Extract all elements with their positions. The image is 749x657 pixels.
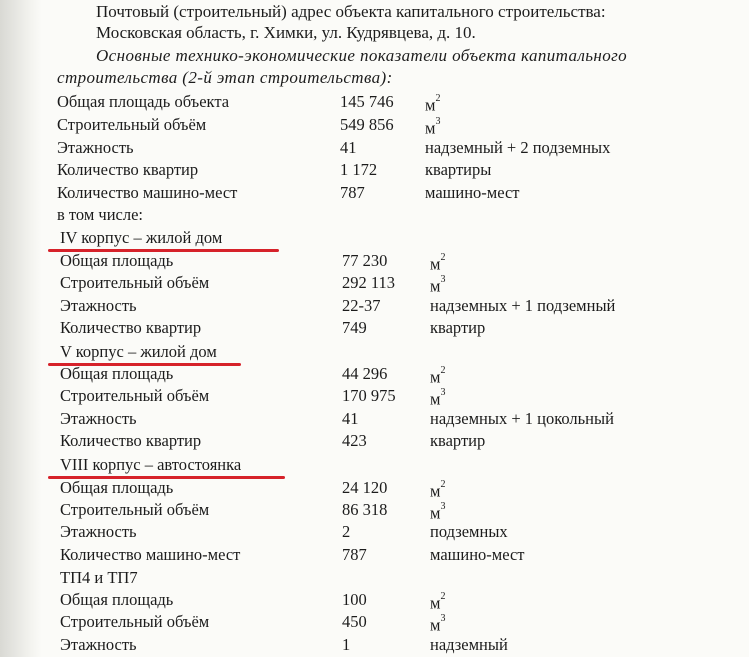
- indicator-label: Строительный объём: [60, 386, 210, 405]
- indicator-label: Строительный объём: [60, 612, 210, 631]
- indicator-unit: [430, 364, 445, 388]
- indicator-label: Общая площадь: [60, 251, 174, 270]
- indicator-unit: [430, 522, 508, 542]
- unit-exponent: 3: [440, 387, 446, 398]
- unit-text: надземных + 1 цокольный: [430, 409, 614, 428]
- unit-text: квартир: [430, 318, 486, 337]
- indicator-unit: [430, 500, 445, 524]
- indicator-unit: [430, 545, 524, 565]
- indicator-unit: [430, 431, 485, 451]
- indicator-unit: [430, 635, 508, 655]
- unit-text: м: [430, 593, 441, 613]
- unit-text: м: [430, 254, 441, 274]
- unit-text: м: [425, 95, 436, 115]
- indicator-value: 1: [342, 635, 351, 654]
- unit-text: надземный: [430, 635, 508, 654]
- indicator-unit: [425, 92, 440, 116]
- indicator-label: Общая площадь: [60, 590, 174, 609]
- indicator-value: 749: [342, 318, 367, 337]
- indicator-label: Этажность: [60, 296, 137, 315]
- block-title: V корпус – жилой дом: [60, 342, 217, 361]
- unit-text: подземных: [430, 522, 508, 541]
- scan-shadow: [0, 0, 42, 657]
- indicator-label: Этажность: [60, 522, 137, 541]
- unit-text: надземный + 2 подземных: [425, 138, 611, 157]
- indicators-heading-line-2: строительства (2-й этап строительства):: [57, 68, 393, 87]
- unit-text: м: [430, 276, 441, 296]
- indicators-heading-line-1: Основные технико-экономические показатели объекта капитального: [96, 46, 628, 65]
- unit-text: м: [430, 367, 441, 387]
- indicator-label: Строительный объём: [60, 500, 210, 519]
- unit-text: м: [430, 481, 441, 501]
- indicator-label: Этажность: [57, 138, 134, 157]
- indicator-unit: [430, 251, 445, 275]
- indicator-unit: [430, 386, 445, 410]
- indicator-label: Строительный объём: [60, 273, 210, 292]
- unit-exponent: 2: [435, 93, 441, 104]
- unit-text: м: [430, 503, 441, 523]
- address-line-1: Почтовый (строительный) адрес объекта капитального строительства:: [96, 2, 606, 21]
- indicator-unit: [430, 273, 445, 297]
- indicator-label: Количество машино-мест: [60, 545, 241, 564]
- indicator-value: 22-37: [342, 296, 381, 315]
- indicator-unit: [430, 409, 614, 429]
- indicator-unit: [430, 318, 485, 338]
- unit-text: м: [430, 615, 441, 635]
- unit-text: надземных + 1 подземный: [430, 296, 616, 315]
- indicator-label: Количество машино-мест: [57, 183, 238, 202]
- unit-exponent: 3: [440, 613, 446, 624]
- indicator-label: Общая площадь: [60, 364, 174, 383]
- indicator-unit: [430, 478, 445, 502]
- block-title: VIII корпус – автостоянка: [60, 455, 242, 474]
- unit-exponent: 2: [440, 591, 446, 602]
- indicator-unit: [425, 183, 519, 203]
- indicator-value: 1 172: [340, 160, 378, 179]
- unit-text: квартиры: [425, 160, 492, 179]
- indicator-value: 44 296: [342, 364, 388, 383]
- indicator-value: 41: [342, 409, 359, 428]
- including-label: в том числе:: [57, 205, 144, 224]
- unit-exponent: 2: [440, 365, 446, 376]
- unit-text: м: [425, 118, 436, 138]
- indicator-value: 41: [340, 138, 357, 157]
- indicator-unit: [430, 612, 445, 636]
- indicator-unit: [430, 590, 445, 614]
- indicator-value: 549 856: [340, 115, 394, 134]
- indicator-value: 787: [342, 545, 367, 564]
- unit-text: м: [430, 389, 441, 409]
- indicator-label: Строительный объём: [57, 115, 207, 134]
- indicator-label: Общая площадь объекта: [57, 92, 230, 111]
- indicator-value: 292 113: [342, 273, 396, 292]
- indicator-label: Этажность: [60, 635, 137, 654]
- indicator-value: 170 975: [342, 386, 396, 405]
- address-line-2: Московская область, г. Химки, ул. Кудрявцева, д. 10.: [96, 23, 476, 42]
- indicator-value: 100: [342, 590, 367, 609]
- block-title: IV корпус – жилой дом: [60, 228, 223, 247]
- indicator-unit: [425, 138, 610, 158]
- unit-exponent: 3: [435, 116, 441, 127]
- indicator-label: Количество квартир: [57, 160, 199, 179]
- unit-text: машино-мест: [430, 545, 525, 564]
- indicator-label: Количество квартир: [60, 431, 202, 450]
- unit-exponent: 3: [440, 501, 446, 512]
- indicator-unit: [425, 160, 491, 180]
- block-title: ТП4 и ТП7: [60, 568, 138, 587]
- unit-exponent: 2: [440, 479, 446, 490]
- indicator-value: 77 230: [342, 251, 388, 270]
- indicator-unit: [425, 115, 440, 139]
- unit-text: машино-мест: [425, 183, 520, 202]
- unit-exponent: 2: [440, 252, 446, 263]
- indicator-unit: [430, 296, 615, 316]
- indicator-label: Общая площадь: [60, 478, 174, 497]
- unit-exponent: 3: [440, 274, 446, 285]
- indicator-value: 145 746: [340, 92, 394, 111]
- unit-text: квартир: [430, 431, 486, 450]
- indicator-value: 86 318: [342, 500, 388, 519]
- indicator-label: Количество квартир: [60, 318, 202, 337]
- indicator-value: 2: [342, 522, 351, 541]
- indicator-label: Этажность: [60, 409, 137, 428]
- indicator-value: 787: [340, 183, 365, 202]
- indicator-value: 450: [342, 612, 367, 631]
- indicator-value: 423: [342, 431, 367, 450]
- indicator-value: 24 120: [342, 478, 388, 497]
